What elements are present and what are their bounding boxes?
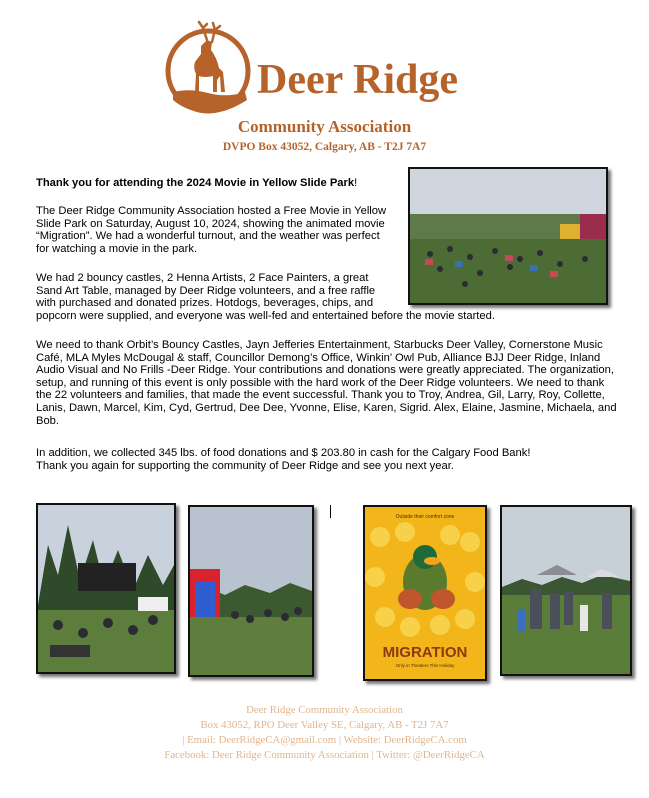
paragraph-activities-part2: popcorn were supplied, and everyone was well-fed and entertained before the movie started.: [36, 309, 495, 322]
food-bank-line: In addition, we collected 345 lbs. of food donations and $ 203.80 in cash for the Calgary Food Bank!: [36, 447, 531, 459]
poster-title: MIGRATION: [382, 644, 468, 661]
headline-text: Thank you for attending the 2024 Movie in Yellow Slide Park: [36, 177, 355, 189]
org-name: Community Association: [237, 117, 412, 136]
paragraph-intro: The Deer Ridge Community Association hosted a Free Movie in Yellow Slide Park on Saturday, August 10, 2024, showing the animated movie “Migration”. We had a wonderful turnout, and the weather was perfect for watching a movie in the park.: [36, 205, 387, 255]
footer-contact: | Email: DeerRidgeCA@gmail.com | Website: DeerRidgeCA.com: [182, 734, 467, 746]
logo-wordmark: Deer Ridge: [257, 57, 458, 103]
tents-crowd-photo: [500, 505, 632, 676]
paragraph-closing: [36, 447, 621, 472]
footer-org-name: Deer Ridge Community Association: [246, 704, 403, 716]
paragraph-activities-part1: We had 2 bouncy castles, 2 Henna Artists, 2 Face Painters, a great Sand Art Table, managed by Deer Ridge volunteers, and a free raffle with purchased and donated prizes. Hotdogs, beverages, chips, and: [36, 272, 376, 310]
org-address: DVPO Box 43052, Calgary, AB - T2J 7A7: [222, 141, 427, 153]
deer-ridge-logo: [165, 18, 495, 118]
text-cursor: [330, 505, 331, 518]
paragraph-thanks: We need to thank Orbit’s Bouncy Castles, Jayn Jefferies Entertainment, Starbucks Deer Valley, Cornerstone Music Café, MLA Myles McDougal & staff, Councillor Demong’s Office, Winkin’ Owl Pub, Alliance BJJ Deer Ridge, Inland Audio Visual and No Frills -Deer Ridge. Your contributions and donations were greatly appreciated. The organization, setup, and running of this event is only possible with the hard work of the Deer Ridge volunteers. We need to thank the 22 volunteers and families, that made the event successful. Thank you to Troy, Andrea, Gil, Larry, Roy, Collette, Lanis, Dawn, Marcel, Kim, Cyd, Gertrud, Dee Dee, Yvonne, Elise, Karen, Sigrid. Alex, Elaine, Jasmine, Michaela, and Bob.: [36, 339, 617, 427]
closing-line: Thank you again for supporting the community of Deer Ridge and see you next year.: [36, 459, 454, 472]
crowd-photo: [408, 167, 608, 305]
footer-social: Facebook: Deer Ridge Community Association | Twitter: @DeerRidgeCA: [164, 749, 485, 761]
poster-small-print: Only in Theaters This Holiday: [395, 663, 455, 668]
footer-address: Box 43052, RPO Deer Valley SE, Calgary, AB - T2J 7A7: [200, 719, 449, 731]
headline-exclamation: !: [354, 177, 358, 189]
poster-tagline: Outside their comfort zone: [395, 514, 455, 520]
movie-screen-photo: [36, 503, 176, 674]
article-headline: [36, 177, 416, 190]
bouncy-castle-photo: [188, 505, 314, 677]
movie-poster-photo: [363, 505, 487, 681]
